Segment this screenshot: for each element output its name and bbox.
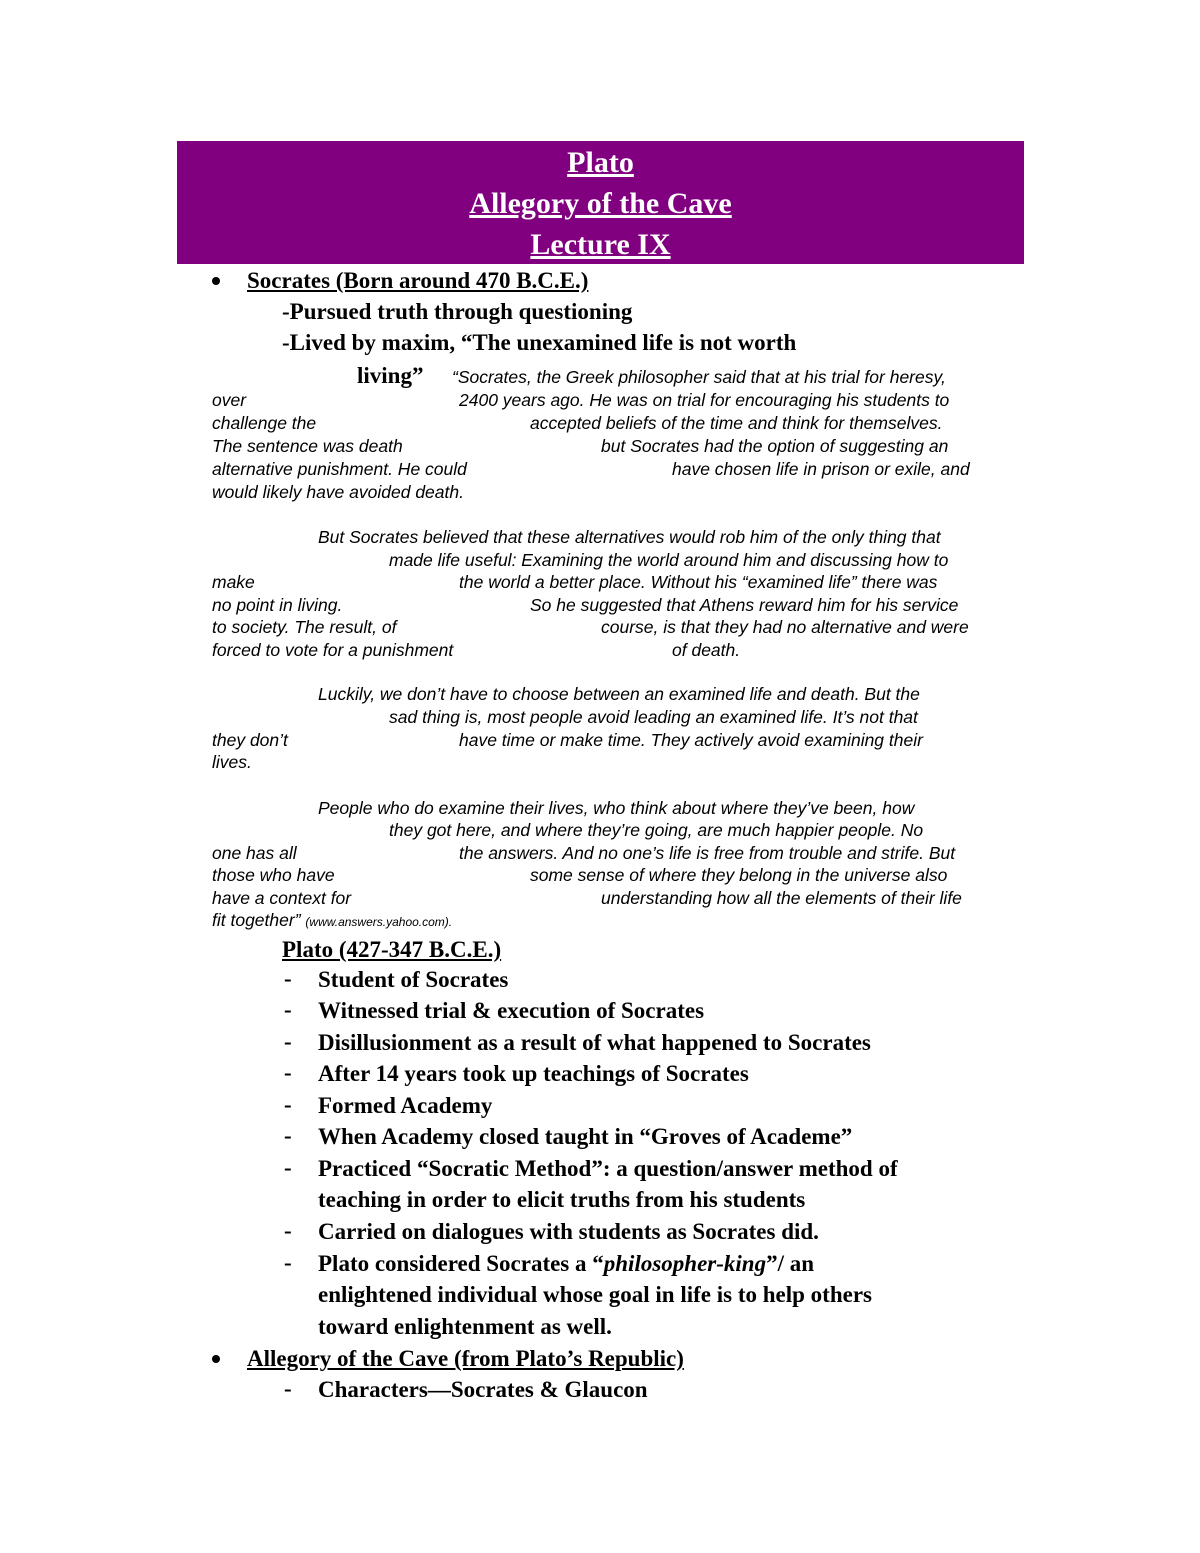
quote-text: lives. [212,752,252,772]
quote-text: But Socrates believed that these alternatives would rob him of the only thing that [318,527,941,547]
quote-text [212,909,452,934]
plato-item-cont: teaching in order to elicit truths from his students [318,1187,806,1212]
quote-source: (www.answers.yahoo.com). [305,915,453,929]
plato-item: Carried on dialogues with students as Socrates did. [318,1219,819,1244]
dash-marker: - [284,1218,292,1243]
quote-text: would likely have avoided death. [212,482,464,502]
quote-text: no point in living. [212,595,343,615]
quote-text: have a context for [212,888,352,908]
title-line-1: Plato [567,146,634,179]
quote-text: alternative punishment. He could [212,459,467,479]
dash-marker: - [284,1376,292,1401]
philosopher-king-term: philosopher-king [603,1251,767,1276]
plato-item: Formed Academy [318,1093,493,1118]
plato-item [318,1250,814,1278]
quote-text: they don’t [212,730,288,750]
quote-text: the answers. And no one’s life is free from trouble and strife. But [459,843,956,863]
plato-item: After 14 years took up teachings of Socrates [318,1061,749,1086]
quote-text: Luckily, we don’t have to choose between an examined life and death. But the [318,684,920,704]
socrates-heading: Socrates (Born around 470 B.C.E.) [247,268,589,293]
quote-text: course, is that they had no alternative and were [601,617,969,637]
quote-text: understanding how all the elements of their life [601,888,962,908]
dash-marker: - [284,1250,292,1275]
dash-marker: - [284,997,292,1022]
socrates-point-1: -Pursued truth through questioning [282,299,633,324]
quote-text: challenge the [212,413,317,433]
dash-marker: - [284,1092,292,1117]
title-line-2: Allegory of the Cave [469,187,732,220]
bullet-icon [212,277,220,285]
quote-text: to society. The result, of [212,617,397,637]
dash-marker: - [284,966,292,991]
plato-item: Practiced “Socratic Method”: a question/answer method of [318,1156,898,1181]
plato-item: When Academy closed taught in “Groves of Academe” [318,1124,853,1149]
dash-marker: - [284,1029,292,1054]
dash-marker: - [284,1123,292,1148]
socrates-point-2-cont: living” [357,363,424,388]
plato-heading: Plato (427-347 B.C.E.) [282,937,502,962]
quote-text: have chosen life in prison or exile, and [672,459,970,479]
quote-text: some sense of where they belong in the universe also [530,865,948,885]
plato-item-text: ”/ an [766,1251,815,1276]
quote-text: sad thing is, most people avoid leading an examined life. It’s not that [389,707,918,727]
title-line-3: Lecture IX [530,228,671,261]
title-banner [177,141,1024,264]
quote-text: accepted beliefs of the time and think for themselves. [530,413,943,433]
quote-text: The sentence was death [212,436,403,456]
dash-marker: - [284,1155,292,1180]
bullet-icon [212,1355,220,1363]
allegory-heading: Allegory of the Cave (from Plato’s Republic) [247,1346,684,1371]
plato-item-cont: enlightened individual whose goal in life is to help others [318,1282,872,1307]
quote-text: one has all [212,843,297,863]
quote-text: of death. [672,640,741,660]
allegory-item: Characters—Socrates & Glaucon [318,1377,648,1402]
quote-text: make [212,572,255,592]
quote-text: made life useful: Examining the world around him and discussing how to [389,550,949,570]
dash-marker: - [284,1060,292,1085]
quote-text: “Socrates, the Greek philosopher said that at his trial for heresy, [452,367,946,387]
plato-item-cont: toward enlightenment as well. [318,1314,612,1339]
quote-text: So he suggested that Athens reward him for his service [530,595,959,615]
socrates-point-2: -Lived by maxim, “The unexamined life is not worth [282,330,797,355]
quote-text: over [212,390,247,410]
quote-text: those who have [212,865,335,885]
quote-text: 2400 years ago. He was on trial for encouraging his students to [459,390,950,410]
quote-text: forced to vote for a punishment [212,640,454,660]
quote-text: fit together” [212,910,301,930]
plato-item: Student of Socrates [318,967,509,992]
quote-text: have time or make time. They actively avoid examining their [459,730,923,750]
plato-item: Witnessed trial & execution of Socrates [318,998,705,1023]
quote-text: but Socrates had the option of suggesting an [601,436,949,456]
quote-text: they got here, and where they’re going, are much happier people. No [389,820,924,840]
plato-item-text: Plato considered Socrates a “ [318,1251,604,1276]
plato-item: Disillusionment as a result of what happened to Socrates [318,1030,871,1055]
quote-text: People who do examine their lives, who think about where they’ve been, how [318,798,915,818]
quote-text: the world a better place. Without his “examined life” there was [459,572,938,592]
